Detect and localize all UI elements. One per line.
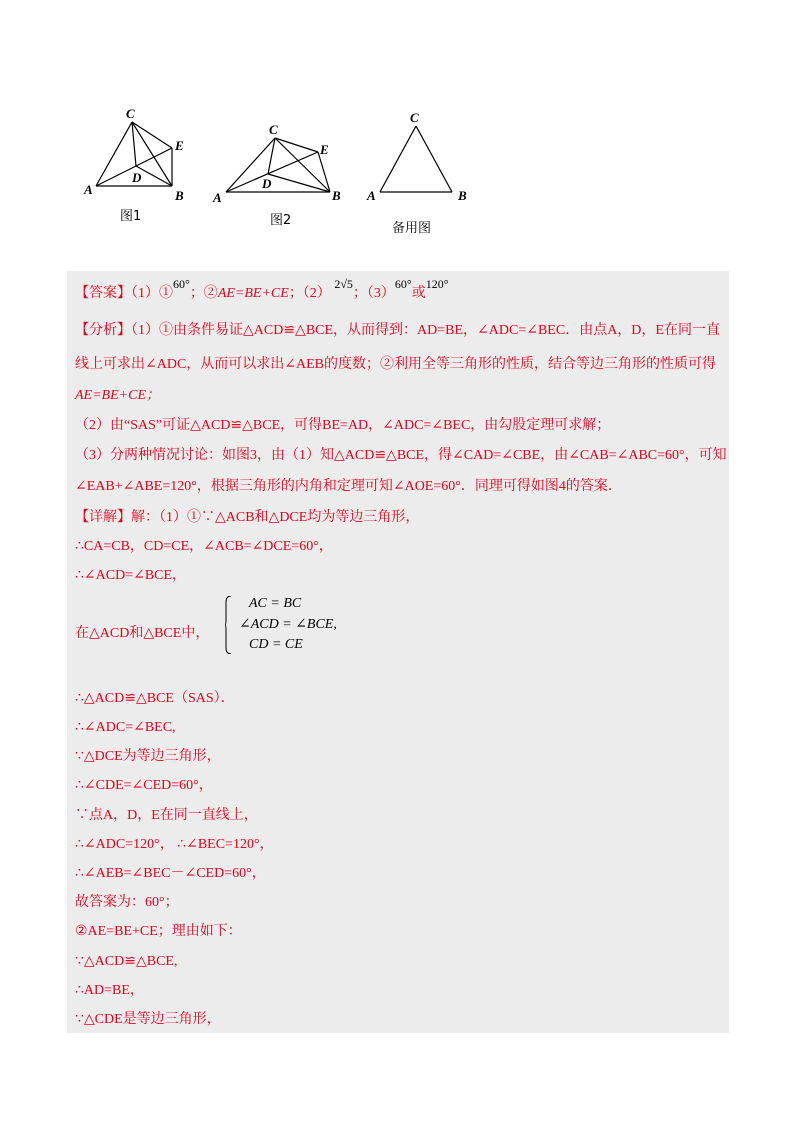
fig3-caption: 备用图 [392, 221, 432, 236]
fig2-caption: 图2 [270, 213, 292, 228]
figures-svg [80, 100, 500, 250]
detail-line-1 [75, 508, 419, 528]
answer-value-3: 2√5 [334, 277, 353, 291]
fig2-label-b: B [332, 188, 341, 203]
answer-value-4: 60° [394, 277, 412, 291]
fig2-label-d: D [262, 176, 272, 191]
detail-line-2: ∴CA=CB，CD=CE，∠ACB=∠DCE=60°， [75, 539, 333, 554]
answer-part1-prefix: （1）① [131, 286, 173, 301]
detail-line-15: ∴AD=BE， [75, 983, 144, 998]
detail-text-1: 解：（1）①∵△ACB和△DCE均为等边三角形， [131, 510, 420, 525]
detail-line-8: ∴∠CDE=∠CED=60°， [75, 778, 213, 793]
fig3-label-b: B [458, 188, 467, 203]
fig3-label-c: C [410, 110, 419, 125]
system-eq-3: CD = CE [249, 637, 303, 652]
detail-line-11: ∴∠AEB=∠BEC－∠CED=60°， [75, 866, 266, 881]
detail-line-6: ∴∠ADC=∠BEC, [75, 720, 176, 735]
system-eq-2: ∠ACD = ∠BCE, [239, 617, 337, 632]
analysis-line-3: AE=BE+CE； [75, 388, 160, 403]
analysis-line-5: （3）分两种情况讨论：如图3，由（1）知△ACD≌△BCE，得∠CAD=∠CBE，由∠CAB=∠ABC=60°，可知 [75, 448, 727, 463]
solution-panel [67, 271, 729, 1033]
detail-line-9: ∵点A，D，E在同一直线上， [75, 808, 258, 823]
detail-line-13: ②AE=BE+CE；理由如下： [75, 924, 242, 939]
analysis-tag: 【分析】 [75, 323, 131, 338]
system-eq-1: AC = BC [249, 596, 302, 611]
answer-sep-3: ；（2） [288, 286, 331, 301]
fig1-label-c: C [126, 106, 135, 121]
answer-value-5: 120° [425, 277, 449, 291]
analysis-line-4: （2）由“SAS”可证△ACD≌△BCE，可得BE=AD，∠ADC=∠BEC，由勾股定理可求解； [75, 418, 611, 433]
answer-value-1: 60° [173, 277, 190, 291]
answer-sep-2: ；② [189, 286, 218, 301]
analysis-line-6: ∠EAB+∠ABE=120°，根据三角形的内角和定理可知∠AOE=60°．同理可得如图4的答案． [75, 479, 622, 494]
detail-line-5: ∴△ACD≌△BCE（SAS）． [75, 691, 235, 706]
fig1-label-d: D [132, 170, 142, 185]
figure-spare [380, 126, 452, 192]
geometry-figures [80, 100, 500, 250]
fig1-label-b: B [175, 188, 184, 203]
answer-line [75, 277, 449, 304]
detail-line-14: ∵△ACD≌△BCE, [75, 954, 178, 969]
detail-tag: 【详解】 [75, 510, 131, 525]
detail-line-12: 故答案为：60°； [75, 895, 179, 910]
fig2-label-e: E [320, 142, 329, 157]
fig1-label-e: E [175, 138, 184, 153]
fig1-label-a: A [84, 182, 93, 197]
analysis-line-2: 线上可求出∠ADC，从而可以求出∠AEB的度数；②利用全等三角形的性质，结合等边三角形的性质可得 [75, 357, 717, 372]
answer-sep-4: ；（3） [352, 286, 395, 301]
detail-line-16: ∵△CDE是等边三角形， [75, 1012, 221, 1027]
answer-tag: 【答案】 [75, 286, 131, 301]
fig2-label-a: A [213, 190, 222, 205]
analysis-text-1: （1）①由条件易证△ACD≌△BCE，从而得到：AD=BE，∠ADC=∠BEC．由点A，D，E在同一直 [131, 323, 720, 338]
answer-sep-5: 或 [411, 286, 426, 301]
detail-line-3: ∴∠ACD=∠BCE， [75, 568, 187, 583]
answer-value-2: AE=BE+CE [217, 286, 289, 301]
fig3-label-a: A [367, 188, 376, 203]
detail-line-7: ∵△DCE为等边三角形， [75, 749, 221, 764]
system-brace [225, 596, 232, 654]
detail-line-4: 在△ACD和△BCE中， [75, 626, 210, 641]
figure-2 [226, 138, 330, 192]
fig2-label-c: C [269, 122, 278, 137]
fig1-caption: 图1 [120, 209, 142, 224]
detail-line-10: ∴∠ADC=120°， ∴∠BEC=120°， [75, 837, 274, 852]
analysis-line-1 [75, 321, 720, 341]
